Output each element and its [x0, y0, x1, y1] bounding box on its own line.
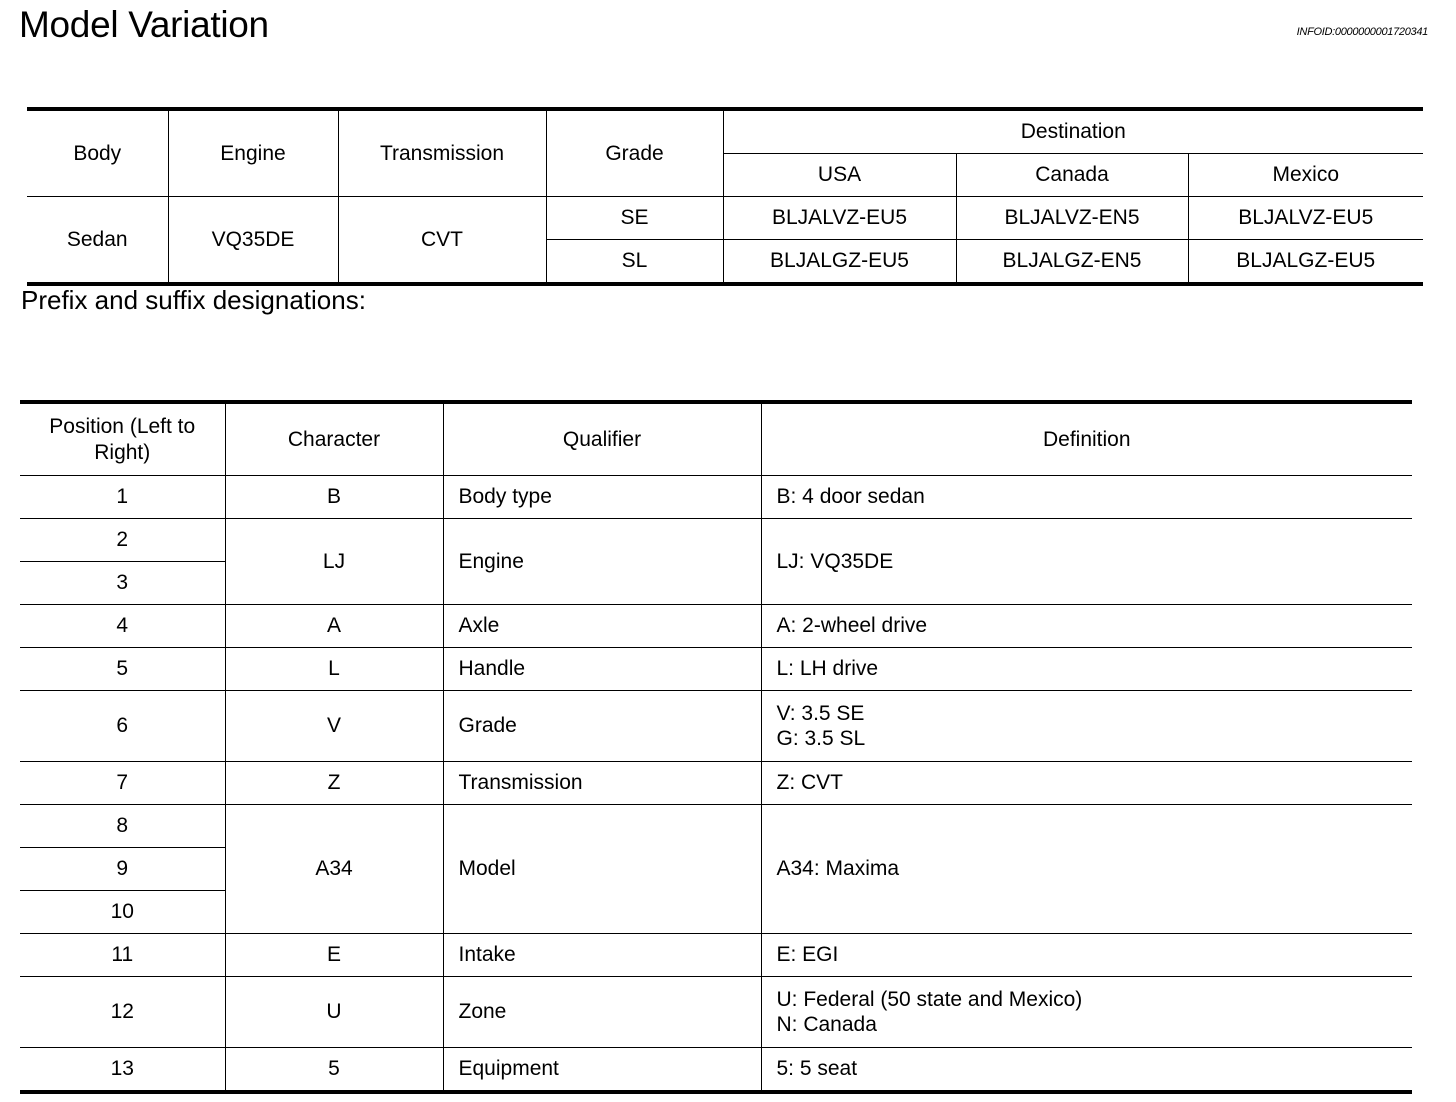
header-canada: Canada [956, 154, 1188, 197]
table-row [27, 197, 1423, 240]
table-row [20, 648, 1412, 691]
header-body: Body [73, 141, 122, 165]
character-cell: V [225, 691, 443, 762]
definition-line: B: 4 door sedan [776, 485, 925, 509]
character-cell: L [225, 648, 443, 691]
qualifier-cell: Handle [443, 648, 761, 691]
header-destination: Destination [723, 109, 1423, 154]
qualifier-cell: Engine [443, 519, 761, 605]
qualifier-cell: Model [443, 805, 761, 934]
position-cell: 8 [20, 805, 225, 848]
definition-line: E: EGI [776, 943, 839, 967]
table-row [20, 519, 1412, 562]
definition-cell [761, 648, 1412, 691]
table-row [20, 476, 1412, 519]
qualifier-cell: Equipment [443, 1048, 761, 1093]
definition-cell [761, 519, 1412, 605]
position-cell: 9 [20, 848, 225, 891]
qualifier-cell: Transmission [443, 762, 761, 805]
position-cell: 6 [20, 691, 225, 762]
definition-cell [761, 805, 1412, 934]
engine-cell: VQ35DE [168, 197, 338, 285]
transmission-cell: CVT [338, 197, 546, 285]
mexico-cell: BLJALVZ-EU5 [1188, 197, 1423, 240]
grade-cell: SE [546, 197, 723, 240]
definition-cell [761, 934, 1412, 977]
header-mexico: Mexico [1188, 154, 1423, 197]
header-transmission: Transmission [338, 109, 546, 197]
definition-cell [761, 977, 1412, 1048]
header-engine: Engine [168, 109, 338, 197]
section-subtitle: Prefix and suffix designations: [21, 285, 366, 315]
header-qualifier: Qualifier [443, 402, 761, 476]
definition-line: LJ: VQ35DE [776, 549, 894, 573]
definition-cell [761, 605, 1412, 648]
character-cell: E [225, 934, 443, 977]
definition-line: A34: Maxima [776, 857, 900, 881]
page-title: Model Variation [19, 4, 269, 45]
table-row [20, 1048, 1412, 1093]
definition-cell [761, 762, 1412, 805]
character-cell: 5 [225, 1048, 443, 1093]
character-cell: A [225, 605, 443, 648]
model-variation-table [27, 107, 1423, 286]
mexico-cell: BLJALGZ-EU5 [1188, 240, 1423, 285]
qualifier-cell: Grade [443, 691, 761, 762]
grade-cell: SL [546, 240, 723, 285]
character-cell: Z [225, 762, 443, 805]
position-cell: 10 [20, 891, 225, 934]
header-grade: Grade [546, 109, 723, 197]
table-row [20, 934, 1412, 977]
table-row [20, 762, 1412, 805]
definition-cell [761, 691, 1412, 762]
table-header-row [27, 109, 1423, 154]
position-cell: 13 [20, 1048, 225, 1093]
definition-line: G: 3.5 SL [776, 727, 866, 750]
definition-cell [761, 476, 1412, 519]
character-cell: B [225, 476, 443, 519]
canada-cell: BLJALGZ-EN5 [956, 240, 1188, 285]
position-cell: 7 [20, 762, 225, 805]
definition-line: V: 3.5 SE [776, 701, 865, 725]
header-position: Position (Left to Right) [49, 415, 196, 464]
table-header-row [20, 402, 1412, 476]
definition-cell [761, 1048, 1412, 1093]
definition-line: A: 2-wheel drive [776, 614, 928, 638]
definition-line: Z: CVT [776, 771, 843, 795]
position-cell: 2 [20, 519, 225, 562]
definition-line: N: Canada [776, 1013, 877, 1036]
usa-cell: BLJALGZ-EU5 [723, 240, 956, 285]
usa-cell: BLJALVZ-EU5 [723, 197, 956, 240]
body-cell: Sedan [27, 197, 168, 285]
qualifier-cell: Zone [443, 977, 761, 1048]
position-cell: 12 [20, 977, 225, 1048]
character-cell: U [225, 977, 443, 1048]
character-cell: LJ [225, 519, 443, 605]
position-cell: 11 [20, 934, 225, 977]
position-cell: 5 [20, 648, 225, 691]
table-row [20, 605, 1412, 648]
position-cell: 3 [20, 562, 225, 605]
definition-line: U: Federal (50 state and Mexico) [776, 987, 1083, 1011]
header-character: Character [225, 402, 443, 476]
table-row [20, 977, 1412, 1048]
qualifier-cell: Axle [443, 605, 761, 648]
position-cell: 4 [20, 605, 225, 648]
info-id: INFOID:0000000001720341 [1296, 26, 1428, 38]
header-definition: Definition [761, 402, 1412, 476]
position-cell: 1 [20, 476, 225, 519]
designation-table [20, 400, 1412, 1094]
character-cell: A34 [225, 805, 443, 934]
table-row [20, 691, 1412, 762]
definition-line: 5: 5 seat [776, 1057, 858, 1081]
table-row [20, 805, 1412, 848]
qualifier-cell: Intake [443, 934, 761, 977]
definition-line: L: LH drive [776, 657, 879, 681]
qualifier-cell: Body type [443, 476, 761, 519]
header-usa: USA [723, 154, 956, 197]
canada-cell: BLJALVZ-EN5 [956, 197, 1188, 240]
